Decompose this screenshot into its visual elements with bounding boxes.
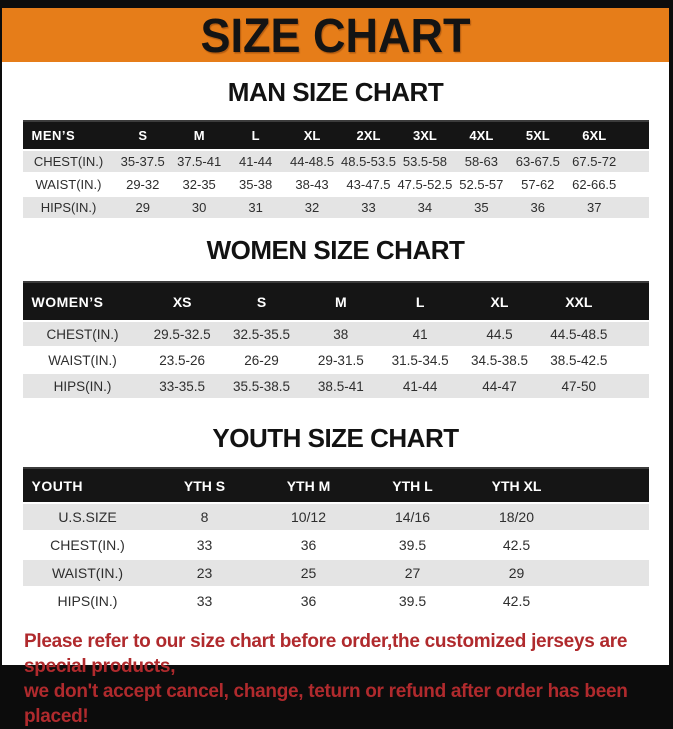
man-size-chart-heading: MAN SIZE CHART: [227, 77, 444, 107]
table-cell: 38-43: [295, 177, 329, 192]
table-cell: 37: [586, 200, 602, 215]
table-cell: 29: [508, 565, 525, 581]
table-cell: 23.5-26: [159, 352, 206, 368]
table-cell: 14/16: [394, 509, 431, 525]
table-cell: XS: [172, 293, 192, 310]
table-cell: 32: [304, 200, 320, 215]
title-banner: [2, 8, 669, 62]
table-cell: 31: [248, 200, 263, 215]
row-label: CHEST(IN.): [50, 537, 125, 553]
table-cell: 33: [196, 537, 213, 553]
table-cell: 33: [361, 200, 376, 215]
table-cell: 58-63: [464, 154, 498, 169]
table-cell: 26-29: [244, 352, 279, 368]
table-cell: 18/20: [498, 509, 535, 525]
table-cell: 41-44: [402, 378, 438, 394]
table-row: [23, 348, 649, 372]
table-cell: 33-35.5: [159, 378, 206, 394]
table-cell: 5XL: [525, 128, 550, 143]
women-size-table: [23, 281, 649, 398]
table-cell: 39.5: [398, 537, 427, 553]
table-cell: 38: [333, 326, 349, 342]
table-row: [23, 174, 649, 195]
table-cell: 48.5-53.5: [341, 154, 396, 169]
table-row: [23, 588, 649, 614]
table-cell: XXL: [565, 293, 593, 310]
disclaimer-line-1: Please refer to our size chart before order,the customized jerseys are special products,: [24, 631, 628, 678]
row-label: U.S.SIZE: [58, 509, 117, 525]
women-size-chart-heading: WOMEN SIZE CHART: [206, 235, 465, 265]
table-cell: YTH XL: [491, 477, 542, 494]
table-cell: XL: [303, 128, 321, 143]
order-disclaimer: [2, 629, 669, 729]
table-cell: 42.5: [502, 593, 531, 609]
row-label: CHEST(IN.): [33, 154, 104, 169]
table-cell: 23: [196, 565, 213, 581]
table-cell: 2XL: [356, 128, 381, 143]
table-cell: 8: [200, 509, 209, 525]
table-cell: 41-44: [238, 154, 273, 169]
table-cell: 35-37.5: [120, 154, 165, 169]
table-cell: 53.5-58: [402, 154, 447, 169]
table-row: [23, 151, 649, 172]
table-header-row: [23, 281, 649, 320]
table-cell: 34.5-38.5: [470, 352, 528, 368]
table-cell: 4XL: [469, 128, 494, 143]
table-cell: M: [334, 293, 347, 310]
table-cell: M: [193, 128, 205, 143]
table-cell: YTH S: [183, 477, 226, 494]
table-cell: 32.5-35.5: [232, 326, 291, 342]
table-cell: 6XL: [582, 128, 607, 143]
table-header-row: [23, 120, 649, 149]
table-cell: 42.5: [502, 537, 531, 553]
row-label: WAIST(IN.): [48, 352, 117, 368]
table-cell: 29-31.5: [317, 352, 364, 368]
table-cell: 44.5: [486, 326, 513, 342]
table-cell: 36: [300, 593, 317, 609]
table-cell: 34: [417, 200, 433, 215]
table-cell: YTH M: [286, 477, 331, 494]
row-label: WAIST(IN.): [51, 565, 124, 581]
table-cell: 44-48.5: [289, 154, 335, 169]
table-row: [23, 197, 649, 218]
table-row: [23, 560, 649, 586]
table-cell: 62-66.5: [572, 177, 617, 192]
table-cell: 36: [530, 200, 546, 215]
man-size-table: [23, 120, 649, 218]
row-label: CHEST(IN.): [46, 326, 119, 342]
row-label: WOMEN’S: [31, 293, 104, 310]
table-cell: 29-32: [126, 177, 160, 192]
table-cell: XL: [490, 293, 509, 310]
table-cell: 57-62: [521, 177, 555, 192]
table-cell: 35.5-38.5: [232, 378, 291, 394]
table-cell: 63-67.5: [515, 154, 560, 169]
table-cell: 39.5: [398, 593, 427, 609]
table-cell: 41: [412, 326, 428, 342]
table-cell: 3XL: [412, 128, 437, 143]
table-cell: L: [415, 293, 425, 310]
row-label: HIPS(IN.): [57, 593, 118, 609]
table-cell: 29.5-32.5: [153, 326, 211, 342]
row-label: MEN’S: [31, 128, 76, 143]
table-row: [23, 504, 649, 530]
table-cell: 27: [404, 565, 421, 581]
table-cell: 35-38: [238, 177, 273, 192]
table-cell: 47.5-52.5: [397, 177, 453, 192]
table-cell: 25: [300, 565, 317, 581]
table-cell: 38.5-41: [317, 378, 364, 394]
table-cell: 31.5-34.5: [391, 352, 449, 368]
row-label: HIPS(IN.): [40, 200, 97, 215]
table-cell: 44.5-48.5: [550, 326, 608, 342]
table-cell: 10/12: [290, 509, 327, 525]
table-cell: 30: [191, 200, 207, 215]
table-cell: S: [256, 293, 267, 310]
table-cell: 37.5-41: [177, 154, 222, 169]
table-cell: 52.5-57: [459, 177, 504, 192]
row-label: YOUTH: [31, 477, 83, 494]
table-row: [23, 374, 649, 398]
row-label: HIPS(IN.): [53, 378, 112, 394]
page-title: SIZE CHART: [200, 7, 471, 63]
table-cell: 32-35: [182, 177, 216, 192]
table-row: [23, 322, 649, 346]
table-header-row: [23, 467, 649, 502]
table-cell: 47-50: [561, 378, 597, 394]
table-row: [23, 532, 649, 558]
youth-size-chart-heading: YOUTH SIZE CHART: [212, 423, 459, 453]
disclaimer-line-2: we don't accept cancel, change, teturn or refund after order has been placed!: [24, 681, 628, 728]
youth-size-table: [23, 467, 649, 614]
table-cell: 33: [196, 593, 213, 609]
table-cell: 29: [135, 200, 150, 215]
table-cell: 36: [300, 537, 317, 553]
table-cell: 35: [474, 200, 489, 215]
table-cell: S: [138, 128, 148, 143]
row-label: WAIST(IN.): [35, 177, 102, 192]
table-cell: 43-47.5: [346, 177, 391, 192]
table-cell: 44-47: [482, 378, 517, 394]
table-cell: 67.5-72: [572, 154, 617, 169]
table-cell: 38.5-42.5: [550, 352, 608, 368]
table-cell: YTH L: [392, 477, 433, 494]
table-cell: L: [251, 128, 260, 143]
